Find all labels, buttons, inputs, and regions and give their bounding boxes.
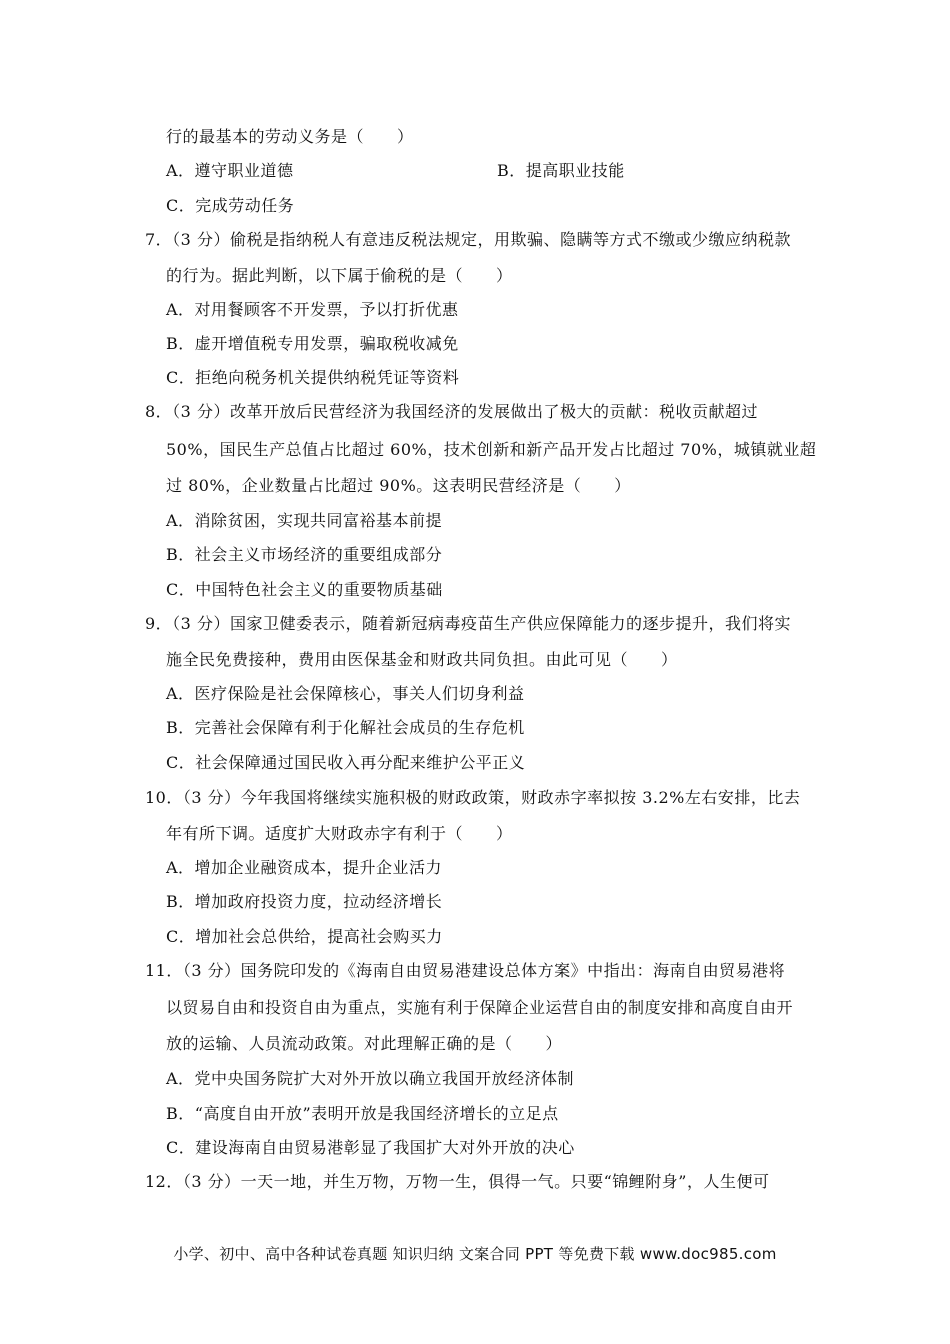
- q8-stem: 8．（3 分）改革开放后民营经济为我国经济的发展做出了极大的贡献：税收贡献超过: [145, 402, 758, 421]
- q9-option-a: A．医疗保险是社会保障核心，事关人们切身利益: [166, 684, 525, 703]
- q11-option-a: A．党中央国务院扩大对外开放以确立我国开放经济体制: [166, 1069, 575, 1088]
- q10-stem-continuation: 年有所下调。适度扩大财政赤字有利于（ ）: [166, 824, 513, 843]
- q10-stem: 10．（3 分）今年我国将继续实施积极的财政政策，财政赤字率拟按 3.2%左右安排，比去: [145, 788, 801, 807]
- q8-option-a: A．消除贫困，实现共同富裕基本前提: [166, 511, 443, 530]
- q11-stem-continuation-2: 放的运输、人员流动政策。对此理解正确的是（ ）: [166, 1034, 563, 1053]
- q7-option-a: A．对用餐顾客不开发票，予以打折优惠: [166, 300, 459, 319]
- q12-stem: 12．（3 分）一天一地，并生万物，万物一生，俱得一气。只要“锦鲤附身”，人生便可: [145, 1172, 770, 1191]
- q9-option-c: C．社会保障通过国民收入再分配来维护公平正义: [166, 753, 526, 772]
- q9-stem: 9．（3 分）国家卫健委表示，随着新冠病毒疫苗生产供应保障能力的逐步提升，我们将实: [145, 614, 791, 633]
- q6-option-b: B．提高职业技能: [497, 161, 625, 180]
- q11-stem-continuation-1: 以贸易自由和投资自由为重点，实施有利于保障企业运营自由的制度安排和高度自由开: [166, 998, 794, 1017]
- q8-stem-continuation-1: 50%，国民生产总值占比超过 60%，技术创新和新产品开发占比超过 70%，城镇就业超: [166, 440, 817, 459]
- q10-option-b: B．增加政府投资力度，拉动经济增长: [166, 892, 443, 911]
- q7-stem: 7．（3 分）偷税是指纳税人有意违反税法规定，用欺骗、隐瞒等方式不缴或少缴应纳税款: [145, 230, 791, 249]
- q8-option-b: B．社会主义市场经济的重要组成部分: [166, 545, 443, 564]
- q9-stem-continuation: 施全民免费接种，费用由医保基金和财政共同负担。由此可见（ ）: [166, 650, 678, 669]
- q10-option-c: C．增加社会总供给，提高社会购买力: [166, 927, 443, 946]
- q11-option-b: B．“高度自由开放”表明开放是我国经济增长的立足点: [166, 1104, 559, 1123]
- page-footer: 小学、初中、高中各种试卷真题 知识归纳 文案合同 PPT 等免费下载 www.doc985.com: [173, 1245, 777, 1263]
- q8-option-c: C．中国特色社会主义的重要物质基础: [166, 580, 443, 599]
- q6-option-c: C．完成劳动任务: [166, 196, 295, 215]
- q11-option-c: C．建设海南自由贸易港彰显了我国扩大对外开放的决心: [166, 1138, 575, 1157]
- q7-option-c: C．拒绝向税务机关提供纳税凭证等资料: [166, 368, 460, 387]
- q6-option-a: A．遵守职业道德: [166, 161, 294, 180]
- q7-stem-continuation: 的行为。据此判断，以下属于偷税的是（ ）: [166, 266, 513, 285]
- q6-stem-continuation: 行的最基本的劳动义务是（ ）: [166, 127, 414, 146]
- q9-option-b: B．完善社会保障有利于化解社会成员的生存危机: [166, 718, 525, 737]
- q8-stem-continuation-2: 过 80%，企业数量占比超过 90%。这表明民营经济是（ ）: [166, 476, 631, 495]
- q10-option-a: A．增加企业融资成本，提升企业活力: [166, 858, 443, 877]
- q7-option-b: B．虚开增值税专用发票，骗取税收减免: [166, 334, 459, 353]
- q11-stem: 11．（3 分）国务院印发的《海南自由贸易港建设总体方案》中指出：海南自由贸易港将: [145, 961, 786, 980]
